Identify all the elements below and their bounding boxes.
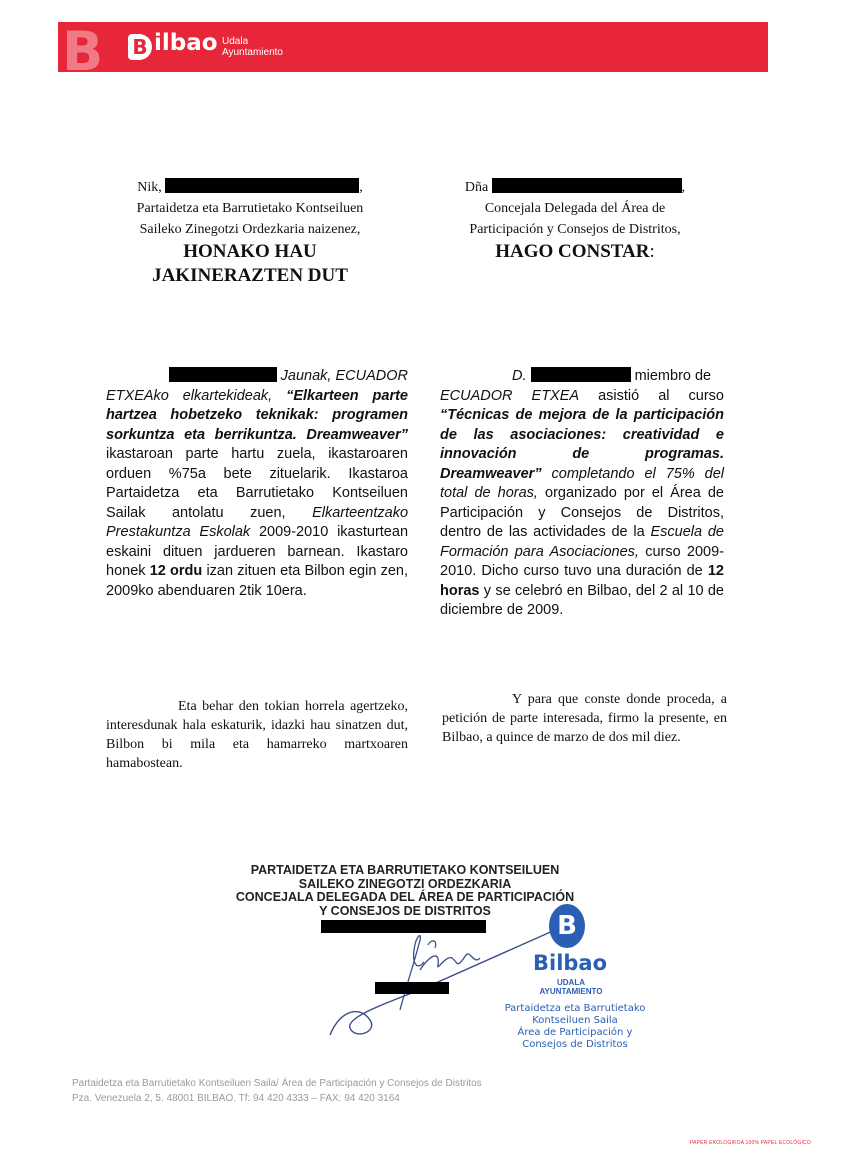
sig-line-4: Y CONSEJOS DE DISTRITOS bbox=[319, 903, 491, 918]
left-role-1: Partaidetza eta Barrutietako Kontseiluen bbox=[136, 201, 364, 216]
redacted-name bbox=[531, 367, 631, 382]
header-sub-ayuntamiento: Ayuntamiento bbox=[222, 47, 283, 58]
left-body-rest3: izan zituen eta Bilbon egin zen, 2009ko abenduaren 2tik 10era. bbox=[106, 563, 409, 599]
bilbao-b-logo: B bbox=[128, 34, 152, 60]
stamp-line-4: Consejos de Distritos bbox=[522, 1039, 628, 1050]
header-ghost-b-icon: B bbox=[62, 20, 102, 83]
right-heading-text: HAGO CONSTAR bbox=[495, 241, 650, 262]
dna-tail: , bbox=[681, 180, 686, 195]
right-body bbox=[440, 367, 724, 621]
stamp-sub-ayuntamiento: AYUNTAMIENTO bbox=[539, 987, 603, 996]
left-hours: 12 ordu bbox=[149, 563, 203, 579]
stamp-department bbox=[490, 1003, 660, 1051]
right-heading-colon: : bbox=[649, 241, 655, 262]
stamp-line-3: Área de Participación y bbox=[517, 1027, 633, 1038]
right-body-rest2: curso 2009-2010. Dicho curso tuvo una duración de bbox=[440, 543, 724, 579]
left-course-title: “Elkarteen parte hartzea hobetzeko teknikak: programen sorkuntza eta berrikuntza. Dreamweaver” bbox=[106, 387, 408, 443]
right-role-2: Participación y Consejos de Distritos, bbox=[469, 222, 681, 237]
redacted-name bbox=[169, 367, 277, 382]
left-closing: Eta behar den tokian horrela agertzeko, interesdunak hala eskaturik, idazki hau sinatzen dut, Bilbon bi mila eta hamarreko martxoaren hamabostean. bbox=[106, 699, 408, 771]
nik-line bbox=[100, 177, 400, 198]
redacted-name bbox=[492, 178, 682, 193]
right-hours: 12 horas bbox=[440, 563, 724, 599]
sig-line-1: PARTAIDETZA ETA BARRUTIETAKO KONTSEILUEN bbox=[250, 863, 560, 877]
redacted-signature-mark bbox=[375, 982, 449, 994]
stamp-b-logo: B bbox=[549, 904, 585, 948]
redacted-name bbox=[165, 178, 359, 193]
dna-label: Dña bbox=[464, 180, 489, 195]
nik-tail: , bbox=[359, 180, 363, 195]
stamp-brand: Bilbao bbox=[533, 951, 608, 975]
left-heading-2: JAKINERAZTEN DUT bbox=[152, 265, 348, 286]
stamp-subtitle bbox=[534, 978, 608, 996]
left-body-first-line bbox=[106, 367, 408, 387]
sig-line-2: SAILEKO ZINEGOTZI ORDEZKARIA bbox=[298, 876, 512, 891]
stamp-sub-udala: UDALA bbox=[557, 978, 585, 987]
jaunak-text: Jaunak, ECUADOR bbox=[280, 368, 408, 384]
dna-line bbox=[430, 177, 720, 198]
right-role-1: Concejala Delegada del Área de bbox=[484, 201, 666, 216]
sig-line-3: CONCEJALA DELEGADA DEL ÁREA DE PARTICIPACIÓN bbox=[235, 890, 575, 904]
nik-label: Nik, bbox=[137, 180, 162, 195]
right-body-rest3: y se celebró en Bilbao, del 2 al 10 de diciembre de 2009. bbox=[440, 582, 724, 618]
footer-line-1: Partaidetza eta Barrutietako Kontseiluen Saila/ Área de Participación y Consejos de Distritos bbox=[72, 1078, 482, 1089]
asistio-text: asistió al curso bbox=[579, 387, 724, 404]
right-course-title: “Técnicas de mejora de la participación de las asociaciones: creatividad e innovación de programas. Dreamweaver” bbox=[440, 407, 724, 482]
right-body-first-line bbox=[440, 367, 724, 387]
footer-line-2: Pza. Venezuela 2, 5. 48001 BILBAO. Tf: 94 420 4333 – FAX: 94 420 3164 bbox=[72, 1093, 400, 1104]
left-school: Elkarteentzako Prestakuntza Eskolak bbox=[106, 504, 409, 540]
etxea-text: ETXEAko elkartekideak, bbox=[106, 387, 273, 404]
left-heading-1: HONAKO HAU bbox=[183, 241, 317, 262]
d-label: D. bbox=[512, 368, 527, 384]
right-body-rest1: organizado por el Área de Participación y Consejos de Distritos, dentro de las actividades de la bbox=[440, 485, 724, 540]
right-closing: Y para que conste donde proceda, a petición de parte interesada, firmo la presente, en Bilbao, a quince de marzo de dos mil diez. bbox=[442, 692, 727, 745]
left-intro bbox=[100, 177, 400, 288]
header-sub-udala: Udala bbox=[222, 36, 249, 47]
right-heading bbox=[430, 240, 720, 264]
right-intro bbox=[430, 177, 720, 264]
left-body-rest1: ikastaroan parte hartu zuela, ikastaroaren orduen %75a bete zituelarik. Ikastaroa Partaidetza eta Barrutietako Kontseiluen Sailak antolatu zuen, bbox=[106, 446, 408, 521]
left-body bbox=[106, 367, 408, 601]
left-role-2: Saileko Zinegotzi Ordezkaria naizenez, bbox=[139, 222, 361, 237]
completando-text: completando el 75% del total de horas, bbox=[440, 465, 724, 501]
footer-address bbox=[72, 1076, 482, 1106]
member-text: miembro de bbox=[634, 368, 712, 384]
stamp-line-2: Kontseiluen Saila bbox=[532, 1015, 618, 1026]
right-etxea: ECUADOR ETXEA bbox=[440, 387, 580, 404]
header-subtitle bbox=[222, 36, 283, 58]
header-brand: ilbao bbox=[154, 30, 218, 56]
eco-paper-note: PAPER EKOLOGIKOA 100% PAPEL ECOLÓGICO bbox=[690, 1140, 811, 1146]
left-body-rest2: 2009-2010 ikasturtean eskaini dituen jardueren barnean. Ikastaro honek bbox=[106, 524, 409, 579]
right-school: Escuela de Formación para Asociaciones, bbox=[440, 524, 724, 560]
stamp-line-1: Partaidetza eta Barrutietako bbox=[504, 1003, 646, 1014]
